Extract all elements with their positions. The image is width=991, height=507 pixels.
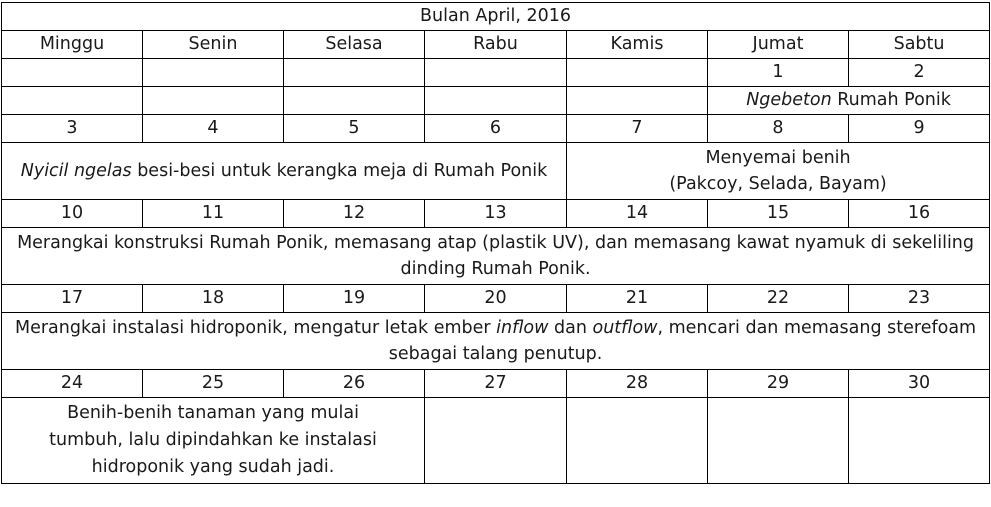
date-cell: 26	[284, 370, 425, 398]
date-cell: 21	[567, 285, 708, 313]
date-cell: 13	[425, 200, 567, 228]
event-row-week2	[2, 143, 990, 200]
event-instalasi-part1: Merangkai instalasi hidroponik, mengatur letak ember	[14, 318, 497, 338]
day-header-rabu: Rabu	[425, 31, 567, 59]
date-cell: 29	[708, 370, 849, 398]
date-cell: 28	[567, 370, 708, 398]
date-cell: 24	[2, 370, 143, 398]
empty-cell	[425, 59, 567, 87]
date-cell: 16	[849, 200, 990, 228]
event-ngebeton-italic: Ngebeton	[746, 90, 832, 110]
empty-cell	[284, 87, 425, 115]
event-nyicil-text: besi-besi untuk kerangka meja di Rumah Ponik	[131, 161, 548, 181]
date-cell: 11	[143, 200, 284, 228]
date-cell: 25	[143, 370, 284, 398]
date-cell: 18	[143, 285, 284, 313]
date-cell: 10	[2, 200, 143, 228]
empty-cell	[567, 59, 708, 87]
date-cell: 2	[849, 59, 990, 87]
day-header-jumat: Jumat	[708, 31, 849, 59]
empty-cell	[425, 87, 567, 115]
empty-cell	[143, 59, 284, 87]
weekday-header-row	[2, 31, 990, 59]
empty-cell	[143, 87, 284, 115]
empty-cell	[567, 87, 708, 115]
date-cell: 7	[567, 115, 708, 143]
event-menyemai-line1: Menyemai benih	[705, 148, 851, 168]
date-cell: 17	[2, 285, 143, 313]
date-row-week4	[2, 285, 990, 313]
empty-cell	[284, 59, 425, 87]
event-ngebeton	[708, 87, 990, 115]
date-cell: 12	[284, 200, 425, 228]
event-menyemai-line2: (Pakcoy, Selada, Bayam)	[669, 174, 887, 194]
empty-cell	[708, 398, 849, 484]
date-row-week1	[2, 59, 990, 87]
date-cell: 15	[708, 200, 849, 228]
day-header-kamis: Kamis	[567, 31, 708, 59]
event-instalasi	[2, 313, 990, 370]
event-row-week1	[2, 87, 990, 115]
title-row	[2, 3, 990, 31]
date-cell: 30	[849, 370, 990, 398]
date-cell: 8	[708, 115, 849, 143]
event-instalasi-part3: , mencari dan memasang sterefoam sebagai talang penutup.	[388, 318, 977, 364]
date-cell: 5	[284, 115, 425, 143]
calendar-table	[1, 2, 990, 484]
day-header-senin: Senin	[143, 31, 284, 59]
date-cell: 4	[143, 115, 284, 143]
event-nyicil-ngelas	[2, 143, 567, 200]
date-row-week3	[2, 200, 990, 228]
date-cell: 20	[425, 285, 567, 313]
date-cell: 22	[708, 285, 849, 313]
day-header-minggu: Minggu	[2, 31, 143, 59]
event-konstruksi: Merangkai konstruksi Rumah Ponik, memasang atap (plastik UV), dan memasang kawat nyamuk di sekeliling dinding Rumah Ponik.	[2, 228, 990, 285]
date-cell: 6	[425, 115, 567, 143]
date-cell: 3	[2, 115, 143, 143]
event-nyicil-italic: Nyicil ngelas	[20, 161, 132, 181]
event-pindah-benih	[2, 398, 425, 484]
empty-cell	[425, 398, 567, 484]
event-row-week4	[2, 313, 990, 370]
date-cell: 19	[284, 285, 425, 313]
date-cell: 14	[567, 200, 708, 228]
day-header-selasa: Selasa	[284, 31, 425, 59]
date-cell: 9	[849, 115, 990, 143]
date-row-week5	[2, 370, 990, 398]
date-cell: 1	[708, 59, 849, 87]
event-instalasi-part2: dan	[548, 318, 593, 338]
date-cell: 23	[849, 285, 990, 313]
event-ngebeton-text: Rumah Ponik	[831, 90, 951, 110]
empty-cell	[567, 398, 708, 484]
event-pindah-benih-text: Benih-benih tanaman yang mulai tumbuh, lalu dipindahkan ke instalasi hidroponik yang sudah jadi.	[49, 403, 377, 477]
event-instalasi-inflow: inflow	[496, 318, 549, 338]
empty-cell	[2, 87, 143, 115]
empty-cell	[2, 59, 143, 87]
event-row-week3	[2, 228, 990, 285]
empty-cell	[849, 398, 990, 484]
day-header-sabtu: Sabtu	[849, 31, 990, 59]
calendar-title: Bulan April, 2016	[2, 3, 990, 31]
event-instalasi-outflow: outflow	[592, 318, 658, 338]
date-row-week2	[2, 115, 990, 143]
event-menyemai-benih	[567, 143, 990, 200]
event-row-week5	[2, 398, 990, 484]
date-cell: 27	[425, 370, 567, 398]
